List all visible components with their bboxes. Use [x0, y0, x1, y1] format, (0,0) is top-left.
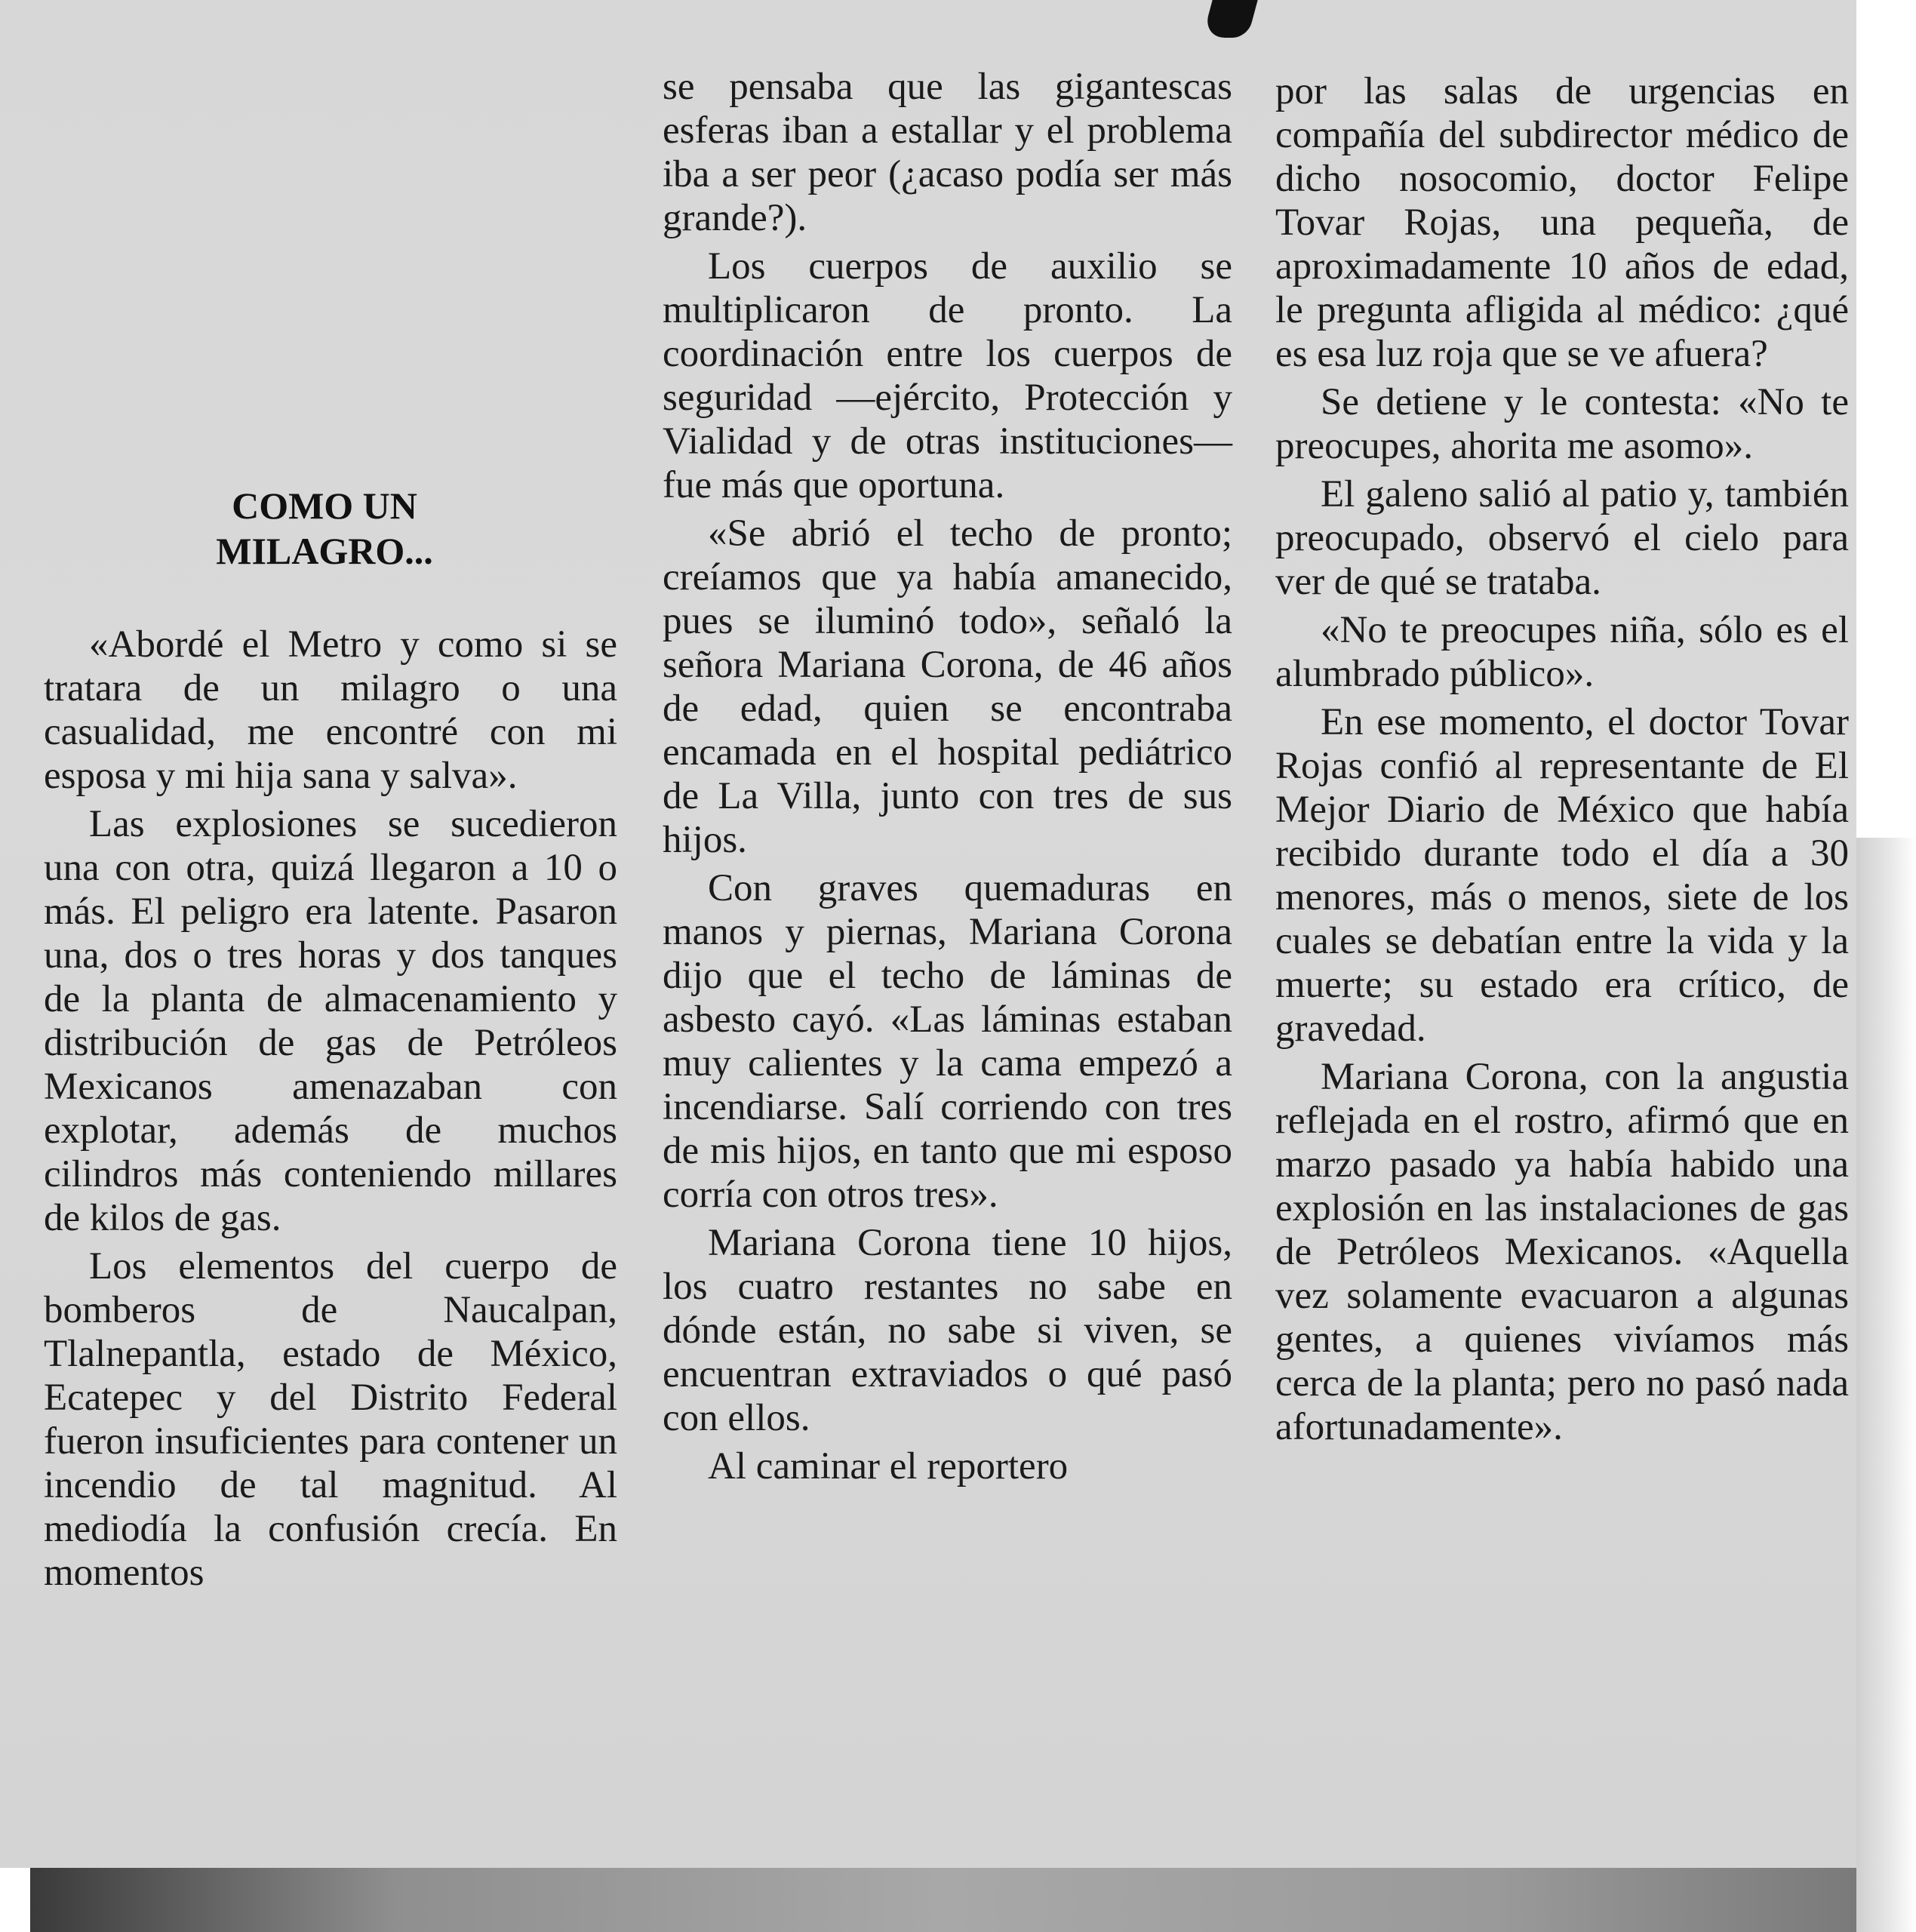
paragraph: «Se abrió el techo de pronto; creíamos que ya había amanecido, pues se iluminó todo», señaló la señora Mariana Corona, de 46 años de edad, quien se encontraba encamada en el hospital pediátrico de La Villa, junto con tres de sus hijos. [663, 512, 1232, 861]
paragraph: En ese momento, el doctor Tovar Rojas confió al representante de El Mejor Diario de México que había recibido durante todo el día a 30 menores, más o menos, siete de los cuales se debatían entre la vida y la muerte; su estado era crítico, de gravedad. [1275, 701, 1849, 1050]
paragraph: Los cuerpos de auxilio se multiplicaron de pronto. La coordinación entre los cuerpos de seguridad —ejército, Protección y Vialidad y de otras instituciones— fue más que oportuna. [663, 245, 1232, 506]
paragraph: El galeno salió al patio y, también preocupado, observó el cielo para ver de qué se trataba. [1275, 473, 1849, 603]
column-3 [1275, 69, 1849, 1454]
paragraph: Al caminar el reportero [708, 1445, 1069, 1487]
paragraph: «Abordé el Metro y como si se tratara de un milagro o una casualidad, me encontré con mi esposa y mi hija sana y salva». [44, 623, 617, 797]
section-heading: COMO UN MILAGRO... [216, 485, 433, 572]
page-edge [1856, 838, 1916, 1932]
paragraph: por las salas de urgencias en compañía del subdirector médico de dicho nosocomio, doctor Felipe Tovar Rojas, una pequeña, de aproximadamente 10 años de edad, le pregunta afligida al médico: ¿qué es esa luz roja que se ve afuera? [1275, 70, 1849, 375]
paragraph: «No te preocupes niña, sólo es el alumbrado público». [1275, 609, 1849, 695]
paragraph: se pensaba que las gigantescas esferas iban a estallar y el problema iba a ser peor (¿acaso podía ser más grande?). [663, 66, 1232, 239]
photo-strip [30, 1868, 1856, 1932]
column-2 [663, 65, 1232, 1493]
paragraph: Con graves quemaduras en manos y piernas, Mariana Corona dijo que el techo de láminas de asbesto cayó. «Las láminas estaban muy calientes y la cama empezó a incendiarse. Salí corriendo con tres de mis hijos, en tanto que mi esposo corría con otros tres». [663, 867, 1232, 1216]
paragraph: Las explosiones se sucedieron una con otra, quizá llegaron a 10 o más. El peligro era latente. Pasaron una, dos o tres horas y dos tanques de la planta de almacenamiento y distribución de gas de Petróleos Mexicanos amenazaban con explotar, además de muchos cilindros más conteniendo millares de kilos de gas. [44, 803, 617, 1239]
paragraph: Se detiene y le contesta: «No te preocupes, ahorita me asomo». [1275, 381, 1849, 467]
paragraph: Mariana Corona, con la angustia reflejada en el rostro, afirmó que en marzo pasado ya había habido una explosión en las instalaciones de gas de Petróleos Mexicanos. «Aquella vez solamente evacuaron a algunas gentes, a quienes vivíamos más cerca de la planta; pero no pasó nada afortunadamente». [1275, 1056, 1849, 1448]
paragraph: Mariana Corona tiene 10 hijos, los cuatro restantes no sabe en dónde están, no sabe si viven, se encuentran extraviados o qué pasó con ellos. [663, 1222, 1232, 1439]
paragraph: Los elementos del cuerpo de bomberos de Naucalpan, Tlalnepantla, estado de México, Ecatepec y del Distrito Federal fueron insuficientes para contener un incendio de tal magnitud. Al mediodía la confusión crecía. En momentos [44, 1245, 617, 1594]
column-1 [44, 623, 617, 1599]
